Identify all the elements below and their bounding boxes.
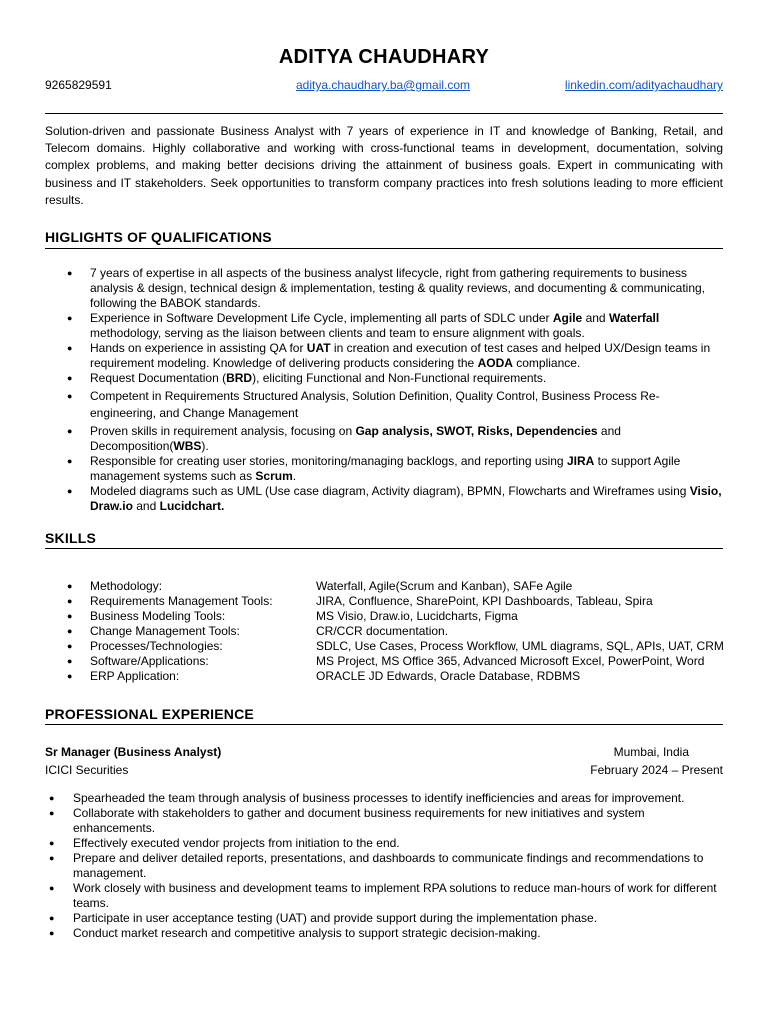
job-responsibilities-list bbox=[73, 791, 723, 941]
highlight-item bbox=[90, 388, 723, 422]
highlight-item bbox=[90, 424, 723, 454]
responsibility-item: ● Effectively executed vendor projects from initiation to the end. bbox=[73, 836, 723, 851]
highlight-keyword: BRD bbox=[226, 371, 253, 385]
highlight-keyword: JIRA bbox=[566, 454, 595, 468]
highlight-item bbox=[90, 484, 723, 514]
highlight-text: 7 years of expertise in all aspects of the business analyst lifecycle, right from gathering requirements to business analysis & design, technical design & implementation, testing & quality reviews, and documenting & communicating, following the BABOK standards. bbox=[90, 266, 705, 310]
email-link[interactable]: aditya.chaudhary.ba@gmail.com bbox=[296, 78, 471, 92]
professional-summary: Solution-driven and passionate Business Analyst with 7 years of experience in IT and knowledge of Banking, Retail, and Telecom domains. Highly collaborative and working with cross-functional teams in development, documentation, solving complex problems, and making better decisions driving the attainment of business goals. Expert in communicating with business and IT stakeholders. Seek opportunities to transform company practices into fresh solutions leading to more efficient results. bbox=[45, 124, 723, 207]
skill-item bbox=[90, 639, 768, 654]
highlight-text: Modeled diagrams such as UML (Use case diagram, Activity diagram), BPMN, Flowcharts and Wireframes using bbox=[90, 484, 690, 498]
job-title: Sr Manager (Business Analyst) bbox=[45, 745, 222, 759]
highlights-list bbox=[90, 266, 723, 514]
highlight-keyword: Scrum bbox=[255, 469, 293, 483]
skill-values: JIRA, Confluence, SharePoint, KPI Dashboards, Tableau, Spira bbox=[316, 594, 653, 608]
skill-values: SDLC, Use Cases, Process Workflow, UML diagrams, SQL, APIs, UAT, CRM bbox=[316, 639, 724, 653]
highlight-text: and bbox=[582, 311, 609, 325]
responsibility-item: ● Work closely with business and development teams to implement RPA solutions to reduce man-hours of work for different teams. bbox=[73, 881, 723, 911]
highlight-item bbox=[90, 311, 723, 341]
skill-item bbox=[90, 669, 768, 684]
skill-category: ● Processes/Technologies: bbox=[90, 639, 223, 653]
highlight-keyword: Visio, Draw.io bbox=[90, 484, 722, 513]
job-location: Mumbai, India bbox=[613, 745, 689, 759]
skill-item bbox=[90, 594, 768, 609]
candidate-name: ADITYA CHAUDHARY bbox=[278, 46, 490, 68]
highlight-item bbox=[90, 266, 723, 311]
skill-item bbox=[90, 609, 768, 624]
skill-category: ● Business Modeling Tools: bbox=[90, 609, 226, 623]
highlight-keyword: WBS bbox=[173, 439, 202, 453]
skills-heading: SKILLS bbox=[45, 530, 96, 546]
skill-item bbox=[90, 624, 768, 639]
highlight-text: in creation and execution of test cases and helped UX/Design teams in requirement modeling. Knowledge of delivering products considering the bbox=[90, 341, 711, 370]
skill-item bbox=[90, 654, 768, 669]
skill-category: ● Methodology: bbox=[90, 579, 163, 593]
highlight-text: methodology, serving as the liaison between clients and team to ensure alignment with goals. bbox=[90, 326, 585, 340]
highlight-text: and Decomposition( bbox=[90, 424, 621, 453]
responsibility-item: ● Prepare and deliver detailed reports, presentations, and dashboards to communicate findings and recommendations to management. bbox=[73, 851, 723, 881]
job-company: ICICI Securities bbox=[45, 763, 129, 777]
highlight-text: Responsible for creating user stories, monitoring/managing backlogs, and reporting using bbox=[90, 454, 567, 468]
highlight-item bbox=[90, 341, 723, 371]
highlight-text: ). bbox=[201, 439, 209, 453]
skill-values: ORACLE JD Edwards, Oracle Database, RDBMS bbox=[316, 669, 581, 683]
highlight-text: ), eliciting Functional and Non-Functional requirements. bbox=[252, 371, 547, 385]
highlight-text: and bbox=[132, 499, 160, 513]
highlight-text: . bbox=[292, 469, 297, 483]
experience-heading: PROFESSIONAL EXPERIENCE bbox=[45, 706, 254, 722]
highlight-keyword: AODA bbox=[477, 356, 513, 370]
contact-row bbox=[45, 78, 723, 94]
responsibility-item: ● Spearheaded the team through analysis of business processes to identify inefficiencies and areas for improvement. bbox=[73, 791, 723, 806]
highlight-text: Hands on experience in assisting QA for bbox=[90, 341, 307, 355]
responsibility-item: ● Participate in user acceptance testing (UAT) and provide support during the implementation phase. bbox=[73, 911, 723, 926]
phone-number: 9265829591 bbox=[45, 78, 112, 92]
highlights-heading: HIGLIGHTS OF QUALIFICATIONS bbox=[45, 229, 272, 245]
skills-divider bbox=[45, 548, 723, 549]
responsibility-item: ● Collaborate with stakeholders to gather and document business requirements for new initiatives and system enhancements. bbox=[73, 806, 723, 836]
highlight-keyword: Agile bbox=[552, 311, 583, 325]
highlight-item bbox=[90, 371, 723, 386]
linkedin-link[interactable]: linkedin.com/adityachaudhary bbox=[564, 78, 723, 92]
skill-values: Waterfall, Agile(Scrum and Kanban), SAFe Agile bbox=[316, 579, 573, 593]
skills-list bbox=[90, 579, 768, 684]
highlight-text: Proven skills in requirement analysis, focusing on bbox=[90, 424, 356, 438]
header-divider bbox=[45, 113, 723, 114]
responsibility-item: ● Conduct market research and competitive analysis to support strategic decision-making. bbox=[73, 926, 723, 941]
highlight-text: Experience in Software Development Life Cycle, implementing all parts of SDLC under bbox=[90, 311, 553, 325]
skill-category: ● Requirements Management Tools: bbox=[90, 594, 273, 608]
highlight-text: Request Documentation ( bbox=[90, 371, 227, 385]
skill-category: ● ERP Application: bbox=[90, 669, 180, 683]
highlights-divider bbox=[45, 248, 723, 249]
skill-values: MS Visio, Draw.io, Lucidcharts, Figma bbox=[316, 609, 518, 623]
highlight-keyword: Waterfall bbox=[608, 311, 660, 325]
skill-values: MS Project, MS Office 365, Advanced Microsoft Excel, PowerPoint, Word bbox=[316, 654, 705, 668]
highlight-text: compliance. bbox=[512, 356, 581, 370]
experience-divider bbox=[45, 724, 723, 725]
highlight-text: Competent in Requirements Structured Analysis, Solution Definition, Quality Control, Business Process Re-engineering, and Change Management bbox=[90, 389, 660, 420]
highlight-item bbox=[90, 454, 723, 484]
skill-category: ● Change Management Tools: bbox=[90, 624, 240, 638]
highlight-keyword: Gap analysis, SWOT, Risks, Dependencies bbox=[355, 424, 598, 438]
job-dates: February 2024 – Present bbox=[590, 763, 723, 777]
skill-category: ● Software/Applications: bbox=[90, 654, 209, 668]
highlight-text: to support Agile management systems such as bbox=[90, 454, 681, 483]
skill-values: CR/CCR documentation. bbox=[316, 624, 449, 638]
skill-item bbox=[90, 579, 768, 594]
highlight-keyword: UAT bbox=[306, 341, 331, 355]
highlight-keyword: Lucidchart. bbox=[159, 499, 225, 513]
